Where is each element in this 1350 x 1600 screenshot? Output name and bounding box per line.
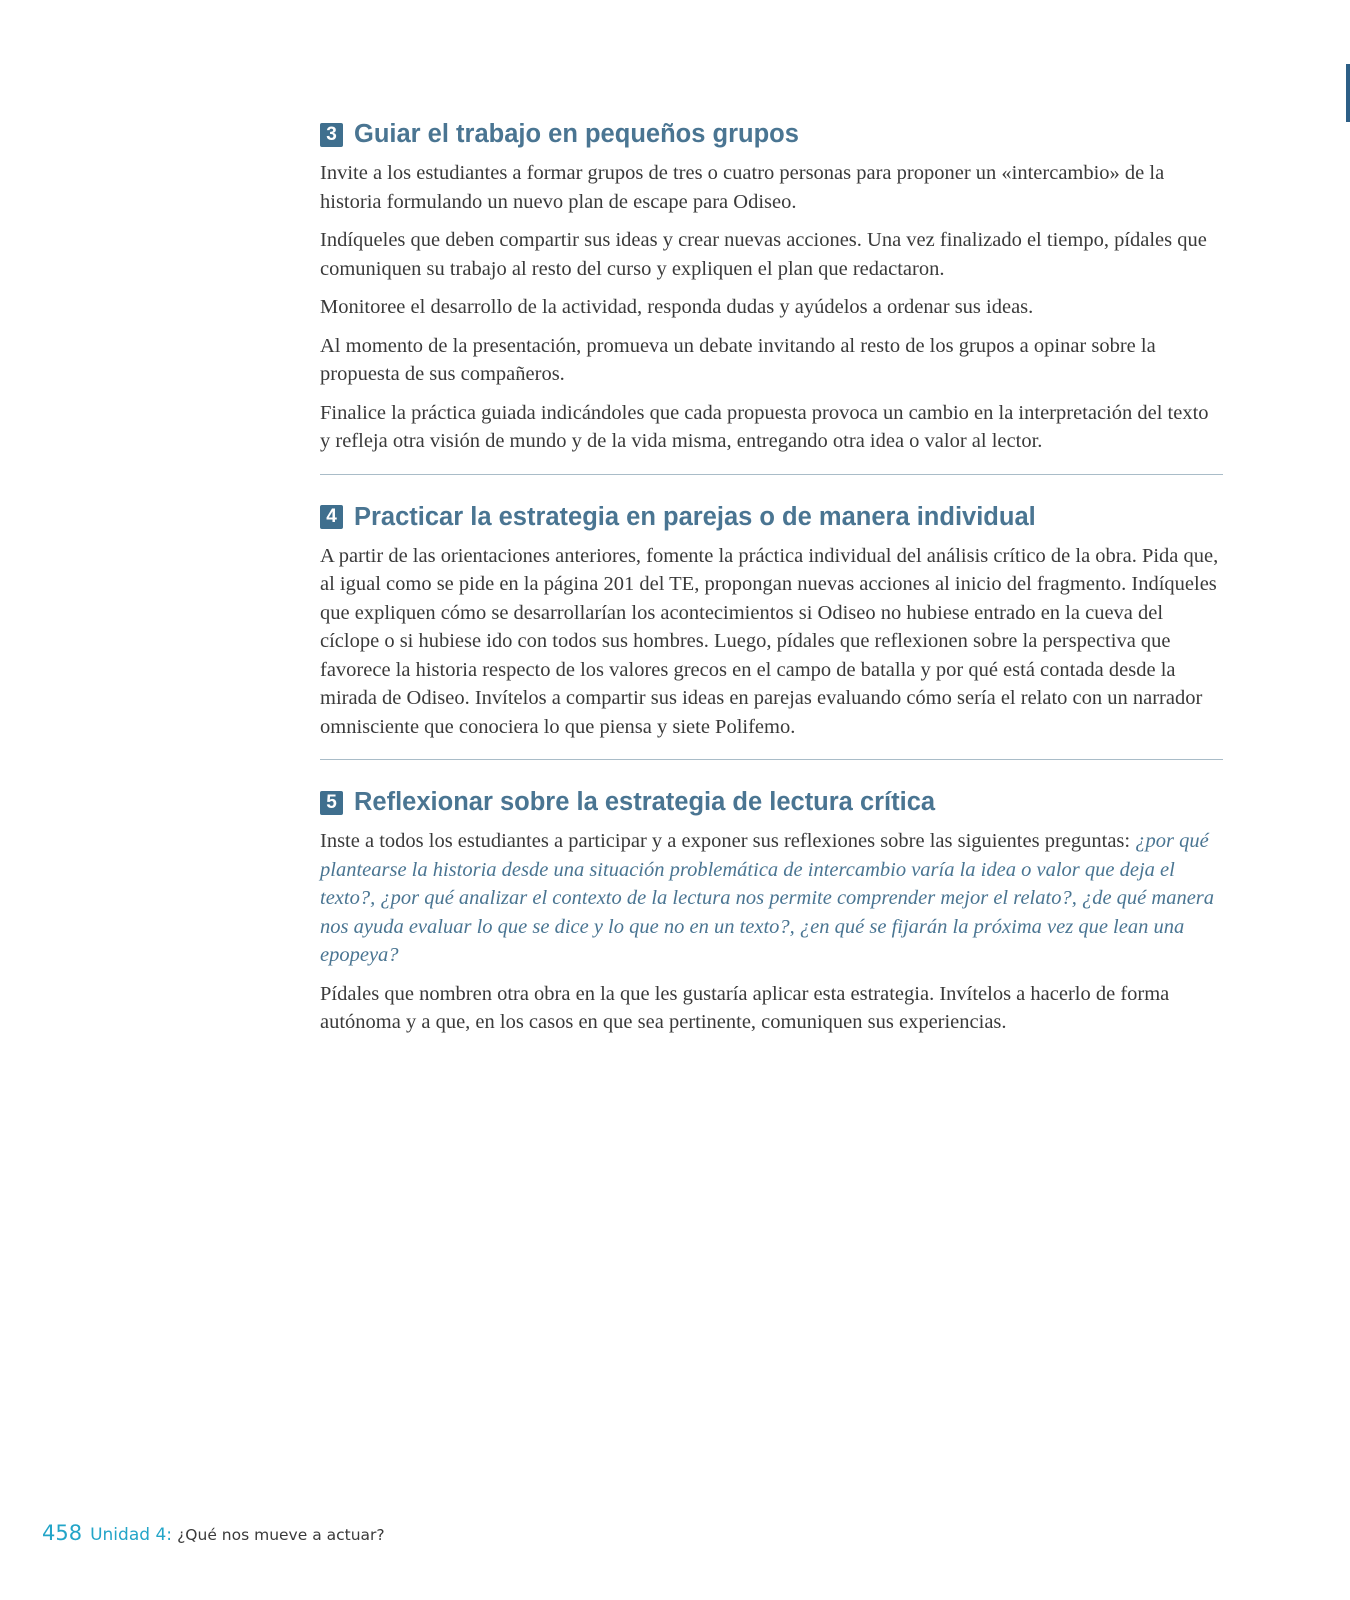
paragraph-with-questions [320,827,1223,970]
section-title: Practicar la estrategia en parejas o de manera individual [354,502,1036,531]
paragraph: A partir de las orientaciones anteriores, fomente la práctica individual del análisis crítico de la obra. Pida que, al igual como se pide en la página 201 del TE, propongan nuevas acciones al inicio del fragmento. Indíqueles que expliquen cómo se desarrollarían los acontecimientos si Odiseo no hubiese entrado en la cueva del cíclope o si hubiese ido con todos sus hombres. Luego, pídales que reflexionen sobre la perspectiva que favorece la historia respecto de los valores grecos en el campo de batalla y por qué está contada desde la mirada de Odiseo. Invítelos a compartir sus ideas en parejas evaluando cómo sería el relato con un narrador omnisciente que conociera lo que piensa y siete Polifemo. [320,544,1219,738]
paragraph: Finalice la práctica guiada indicándoles que cada propuesta provoca un cambio en la interpretación del texto y refleja otra visión de mundo y de la vida misma, entregando otra idea o valor al lector. [320,401,1209,452]
section-4 [320,503,1223,742]
page-number: 458 [42,1521,83,1545]
paragraph: Invite a los estudiantes a formar grupos de tres o cuatro personas para proponer un «intercambio» de la historia formulando un nuevo plan de escape para Odiseo. [320,162,1165,213]
questions-intro: Inste a todos los estudiantes a participar y a exponer sus reflexiones sobre las siguientes preguntas: [320,830,1136,852]
section-title: Guiar el trabajo en pequeños grupos [354,120,799,148]
section-divider [320,759,1223,760]
page-footer [42,1521,385,1545]
section-title: Reflexionar sobre la estrategia de lectura crítica [354,788,936,816]
section-3 [320,120,1223,456]
section-number-badge: 3 [320,123,343,147]
reflection-questions: ¿por qué plantearse la historia desde una situación problemática de intercambio varía la idea o valor que deja el texto?, ¿por qué analizar el contexto de la lectura nos permite comprender mejor el relato?, ¿de qué manera nos ayuda evaluar lo que se dice y lo que no en un texto?, ¿en qué se fijarán la próxima vez que lean una epopeya? [320,830,1215,966]
paragraph: Monitoree el desarrollo de la actividad, responda dudas y ayúdelos a ordenar sus ideas. [320,296,1034,318]
section-heading [320,503,1223,532]
paragraph: Indíqueles que deben compartir sus ideas y crear nuevas acciones. Una vez finalizado el tiempo, pídales que comuniquen su trabajo al resto del curso y expliquen el plan que redactaron. [320,229,1207,280]
page-content [320,120,1223,1047]
paragraph: Pídales que nombren otra obra en la que les gustaría aplicar esta estrategia. Invítelos a hacerlo de forma autónoma y a que, en los casos en que sea pertinente, comuniquen sus experiencias. [320,982,1170,1033]
section-number-badge: 4 [320,505,343,529]
section-heading [320,788,1223,817]
section-heading [320,120,1223,149]
paragraph: Al momento de la presentación, promueva un debate invitando al resto de los grupos a opinar sobre la propuesta de sus compañeros. [320,334,1156,385]
unit-label: Unidad 4: [90,1525,172,1545]
section-number-badge: 5 [320,791,343,815]
unit-title: ¿Qué nos mueve a actuar? [177,1526,385,1544]
section-5 [320,788,1223,1037]
page-edge-marker [1346,64,1350,122]
section-divider [320,474,1223,475]
